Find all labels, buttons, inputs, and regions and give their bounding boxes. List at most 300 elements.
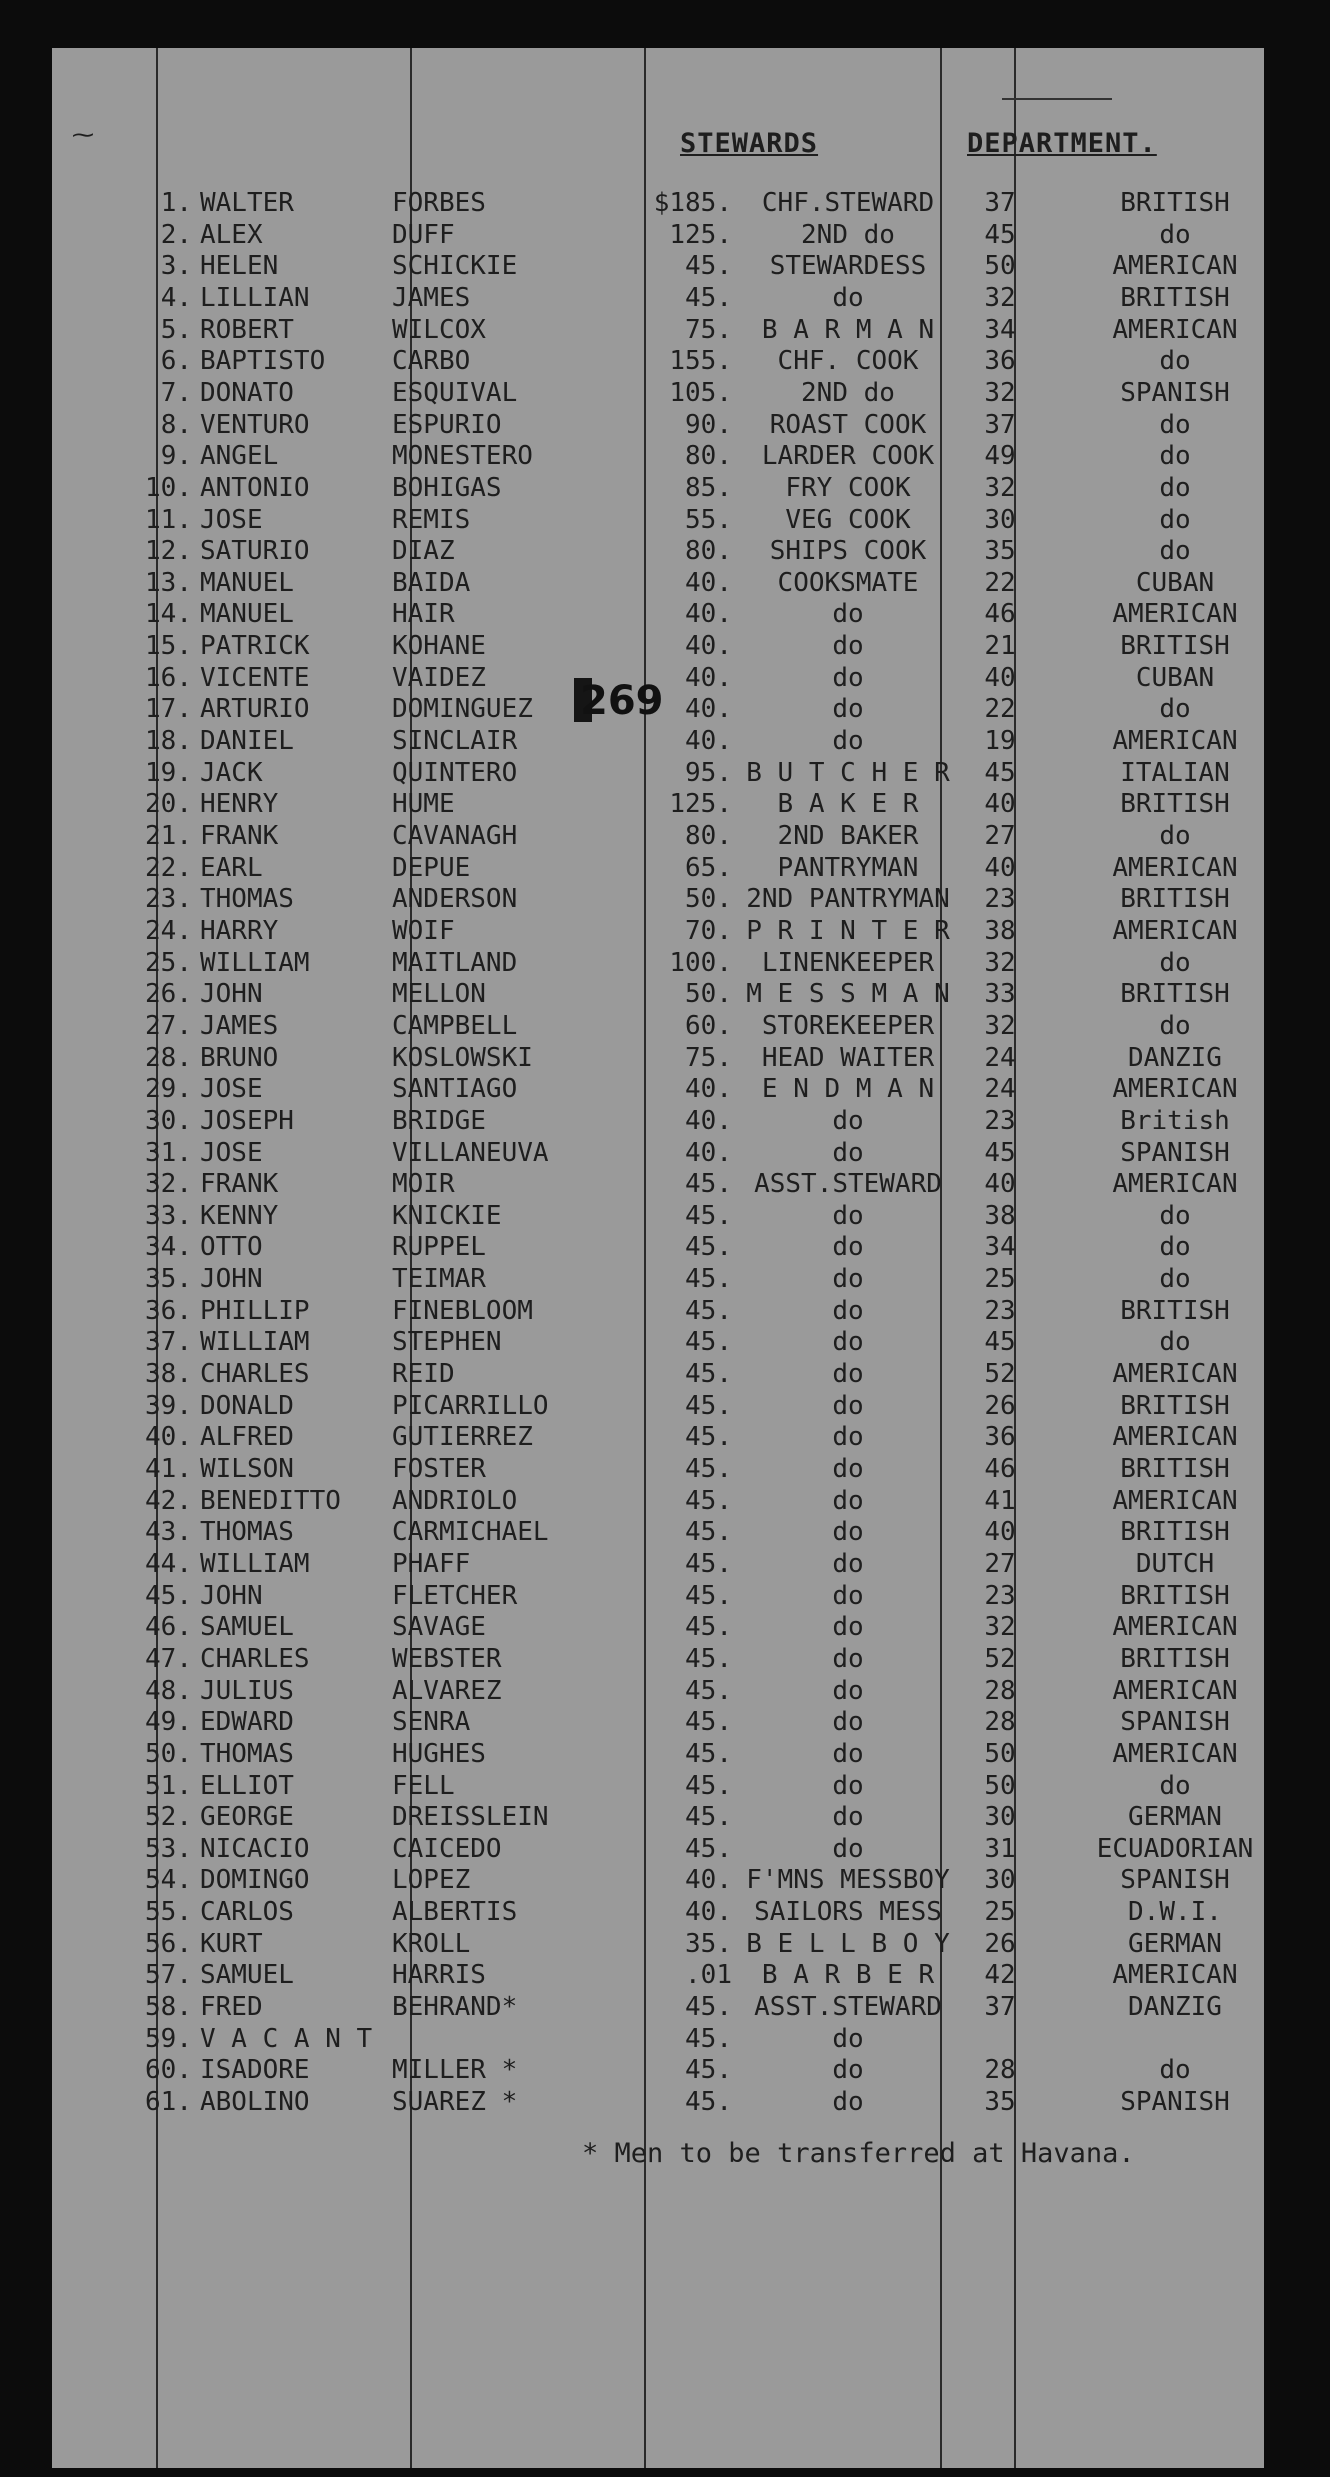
nationality: do	[1159, 1232, 1191, 1263]
last-name: REID	[392, 1359, 455, 1390]
wage: 45.	[685, 1833, 732, 1864]
last-name: SCHICKIE	[392, 251, 518, 282]
first-name: JAMES	[200, 1010, 279, 1041]
age: 36	[984, 1422, 1016, 1453]
last-name: GUTIERREZ	[392, 1422, 533, 1453]
age: 46	[984, 1454, 1016, 1484]
age: 26	[984, 1390, 1016, 1421]
crew-row	[52, 1043, 1264, 1075]
row-number: 40.	[145, 1422, 192, 1453]
last-name: SINCLAIR	[392, 726, 518, 757]
age: 25	[984, 1897, 1016, 1928]
crew-row	[52, 346, 1264, 378]
crew-row	[52, 441, 1264, 473]
wage: 125.	[669, 219, 732, 250]
rating: CHF.STEWARD	[761, 188, 935, 218]
row-number: 14.	[145, 599, 192, 630]
nationality: do	[1159, 409, 1191, 440]
wage: 125.	[669, 789, 732, 820]
wage: 45.	[685, 1612, 732, 1643]
rating: B U T C H E R	[746, 757, 950, 788]
row-number: 57.	[145, 1960, 192, 1991]
age: 52	[984, 1359, 1016, 1390]
nationality: do	[1159, 536, 1191, 567]
last-name: JAMES	[392, 282, 471, 313]
wage: 45.	[685, 1992, 732, 2023]
rating: LARDER COOK	[761, 441, 935, 472]
last-name: KOSLOWSKI	[392, 1042, 533, 1073]
rating: do	[832, 1485, 864, 1516]
nationality: SPANISH	[1120, 377, 1230, 408]
row-number: 6.	[160, 346, 192, 377]
wage: 80.	[685, 536, 732, 567]
rating: do	[832, 1200, 864, 1231]
wage: 65.	[685, 852, 732, 883]
crew-row	[52, 1201, 1264, 1233]
row-number: 30.	[145, 1105, 192, 1136]
rating: SHIPS COOK	[769, 536, 927, 567]
rating: do	[832, 1295, 864, 1326]
nationality: BRITISH	[1120, 188, 1230, 218]
wage: 35.	[685, 1928, 732, 1959]
row-number: 59.	[145, 2023, 192, 2054]
age: 21	[984, 631, 1016, 662]
nationality: BRITISH	[1120, 1643, 1230, 1674]
row-number: 25.	[145, 947, 192, 978]
age: 32	[984, 947, 1016, 978]
age: 22	[984, 694, 1016, 725]
rating: do	[832, 1580, 864, 1611]
age: 50	[984, 1770, 1016, 1801]
row-number: 12.	[145, 536, 192, 567]
age: 22	[984, 567, 1016, 598]
first-name: FRANK	[200, 821, 279, 851]
wage: 55.	[685, 504, 732, 535]
nationality: SPANISH	[1120, 1707, 1230, 1738]
last-name: FLETCHER	[392, 1580, 518, 1611]
last-name: SAVAGE	[392, 1612, 486, 1643]
wage: 45.	[685, 1643, 732, 1674]
first-name: OTTO	[200, 1232, 263, 1263]
nationality: do	[1159, 346, 1191, 377]
crew-row	[52, 821, 1264, 853]
age: 25	[984, 1264, 1016, 1295]
nationality: AMERICAN	[1112, 1422, 1238, 1453]
first-name: ALEX	[200, 219, 263, 250]
last-name: MAITLAND	[392, 947, 518, 978]
age: 45	[984, 219, 1016, 250]
wage: 45.	[685, 251, 732, 282]
last-name: KNICKIE	[392, 1200, 502, 1231]
age: 46	[984, 599, 1016, 630]
crew-row	[52, 599, 1264, 631]
wage: 85.	[685, 472, 732, 503]
nationality: do	[1159, 472, 1191, 503]
age: 42	[984, 1960, 1016, 1991]
row-number: 58.	[145, 1992, 192, 2023]
nationality: AMERICAN	[1112, 915, 1238, 946]
crew-row	[52, 916, 1264, 948]
row-number: 9.	[160, 441, 192, 472]
crew-row	[52, 1169, 1264, 1201]
first-name: DOMINGO	[200, 1865, 310, 1896]
page-stamp-number: 269	[580, 678, 664, 724]
wage: 70.	[685, 915, 732, 946]
rating: FRY COOK	[785, 472, 911, 503]
rating: do	[832, 2055, 864, 2086]
rating: do	[832, 1548, 864, 1579]
last-name: VAIDEZ	[392, 662, 486, 693]
row-number: 24.	[145, 915, 192, 946]
last-name: CARBO	[392, 346, 471, 377]
rating: do	[832, 1390, 864, 1421]
crew-row	[52, 220, 1264, 252]
last-name: WOIF	[392, 915, 455, 946]
nationality: GERMAN	[1128, 1802, 1222, 1833]
last-name: SENRA	[392, 1707, 471, 1738]
rating: CHF. COOK	[777, 346, 919, 377]
nationality: AMERICAN	[1112, 1675, 1238, 1706]
last-name: BAIDA	[392, 567, 471, 598]
rating: B A K E R	[777, 789, 919, 820]
nationality: AMERICAN	[1112, 852, 1238, 883]
rating: do	[832, 1137, 864, 1168]
age: 27	[984, 1548, 1016, 1579]
crew-row	[52, 1612, 1264, 1644]
crew-row	[52, 726, 1264, 758]
last-name: FINEBLOOM	[392, 1295, 533, 1326]
rating: do	[832, 662, 864, 693]
row-number: 43.	[145, 1517, 192, 1548]
first-name: DONATO	[200, 377, 294, 408]
crew-row	[52, 2024, 1264, 2056]
rating: ASST.STEWARD	[754, 1169, 942, 1200]
nationality: AMERICAN	[1112, 1359, 1238, 1390]
row-number: 34.	[145, 1232, 192, 1263]
rating: do	[832, 1675, 864, 1706]
wage: 75.	[685, 314, 732, 345]
row-number: 31.	[145, 1137, 192, 1168]
wage: 45.	[685, 1264, 732, 1295]
first-name: ABOLINO	[200, 2087, 310, 2117]
age: 33	[984, 979, 1016, 1010]
nationality: do	[1159, 219, 1191, 250]
row-number: 41.	[145, 1454, 192, 1484]
rating: do	[832, 1770, 864, 1801]
row-number: 38.	[145, 1359, 192, 1390]
rating: F'MNS MESSBOY	[746, 1865, 950, 1896]
first-name: WILSON	[200, 1454, 294, 1484]
wage: 105.	[669, 377, 732, 408]
age: 28	[984, 2055, 1016, 2086]
nationality: ITALIAN	[1120, 757, 1230, 788]
nationality: BRITISH	[1120, 789, 1230, 820]
nationality: DANZIG	[1128, 1042, 1222, 1073]
rating: P R I N T E R	[746, 915, 950, 946]
last-name: CAMPBELL	[392, 1010, 518, 1041]
first-name: PATRICK	[200, 631, 310, 662]
first-name: BENEDITTO	[200, 1485, 341, 1516]
wage: 45.	[685, 1200, 732, 1231]
last-name: DUFF	[392, 219, 455, 250]
wage: 40.	[685, 1897, 732, 1928]
row-number: 18.	[145, 726, 192, 757]
crew-row	[52, 1422, 1264, 1454]
row-number: 28.	[145, 1042, 192, 1073]
nationality: AMERICAN	[1112, 1612, 1238, 1643]
row-number: 51.	[145, 1770, 192, 1801]
last-name: MOIR	[392, 1169, 455, 1200]
rating: do	[832, 631, 864, 662]
first-name: THOMAS	[200, 1517, 294, 1548]
age: 32	[984, 1612, 1016, 1643]
last-name: ALBERTIS	[392, 1897, 518, 1928]
nationality: do	[1159, 694, 1191, 725]
rating: do	[832, 694, 864, 725]
wage: 90.	[685, 409, 732, 440]
row-number: 23.	[145, 884, 192, 915]
first-name: ALFRED	[200, 1422, 294, 1453]
crew-row	[52, 251, 1264, 283]
nationality: BRITISH	[1120, 979, 1230, 1010]
first-name: GEORGE	[200, 1802, 294, 1833]
rating: B A R B E R	[761, 1960, 935, 1991]
crew-row	[52, 1834, 1264, 1866]
crew-row	[52, 631, 1264, 663]
crew-row	[52, 853, 1264, 885]
wage: 45.	[685, 1327, 732, 1358]
age: 40	[984, 1517, 1016, 1548]
rating: do	[832, 1422, 864, 1453]
first-name: KURT	[200, 1928, 263, 1959]
row-number: 36.	[145, 1295, 192, 1326]
last-name: BOHIGAS	[392, 472, 502, 503]
age: 28	[984, 1675, 1016, 1706]
row-number: 8.	[160, 409, 192, 440]
first-name: ANGEL	[200, 441, 279, 472]
row-number: 15.	[145, 631, 192, 662]
age: 32	[984, 282, 1016, 313]
first-name: KENNY	[200, 1200, 279, 1231]
first-name: JULIUS	[200, 1675, 294, 1706]
first-name: SATURIO	[200, 536, 310, 567]
department-heading	[52, 128, 1264, 188]
last-name: DIAZ	[392, 536, 455, 567]
rating: PANTRYMAN	[777, 852, 919, 883]
rating: do	[832, 1517, 864, 1548]
age: 40	[984, 662, 1016, 693]
row-number: 20.	[145, 789, 192, 820]
last-name: CARMICHAEL	[392, 1517, 549, 1548]
wage: 40.	[685, 662, 732, 693]
age: 45	[984, 1137, 1016, 1168]
crew-row	[52, 948, 1264, 980]
wage: 45.	[685, 1707, 732, 1738]
first-name: HELEN	[200, 251, 279, 282]
last-name: FOSTER	[392, 1454, 486, 1484]
crew-row	[52, 283, 1264, 315]
age: 52	[984, 1643, 1016, 1674]
crew-row	[52, 1676, 1264, 1708]
age: 37	[984, 1992, 1016, 2023]
nationality: BRITISH	[1120, 1454, 1230, 1484]
wage: 95.	[685, 757, 732, 788]
crew-row	[52, 1517, 1264, 1549]
age: 32	[984, 377, 1016, 408]
row-number: 13.	[145, 567, 192, 598]
nationality: AMERICAN	[1112, 1074, 1238, 1105]
age: 23	[984, 1580, 1016, 1611]
age: 40	[984, 1169, 1016, 1200]
row-number: 42.	[145, 1485, 192, 1516]
age: 45	[984, 1327, 1016, 1358]
first-name: EARL	[200, 852, 263, 883]
crew-row	[52, 758, 1264, 790]
row-number: 33.	[145, 1200, 192, 1231]
first-name: VENTURO	[200, 409, 310, 440]
last-name: HARRIS	[392, 1960, 486, 1991]
nationality: do	[1159, 1010, 1191, 1041]
wage: 80.	[685, 441, 732, 472]
nationality: AMERICAN	[1112, 314, 1238, 345]
first-name: CHARLES	[200, 1643, 310, 1674]
rating: do	[832, 599, 864, 630]
first-name: DONALD	[200, 1390, 294, 1421]
wage: 45.	[685, 1675, 732, 1706]
last-name: PHAFF	[392, 1548, 471, 1579]
row-number: 37.	[145, 1327, 192, 1358]
wage: 45.	[685, 1422, 732, 1453]
crew-row	[52, 1327, 1264, 1359]
row-number: 49.	[145, 1707, 192, 1738]
row-number: 2.	[160, 219, 192, 250]
wage: 50.	[685, 979, 732, 1010]
age: 36	[984, 346, 1016, 377]
first-name: JOHN	[200, 979, 263, 1010]
crew-row	[52, 1359, 1264, 1391]
rating: do	[832, 1643, 864, 1674]
nationality: do	[1159, 2055, 1191, 2086]
tick-mark: ⁓	[72, 123, 94, 148]
wage: 45.	[685, 1454, 732, 1484]
first-name: NICACIO	[200, 1833, 310, 1864]
crew-row	[52, 1707, 1264, 1739]
last-name: MELLON	[392, 979, 486, 1010]
age: 50	[984, 1738, 1016, 1769]
wage: $185.	[653, 188, 732, 218]
footnote: * Men to be transferred at Havana.	[582, 2138, 1135, 2169]
nationality: AMERICAN	[1112, 599, 1238, 630]
row-number: 44.	[145, 1548, 192, 1579]
first-name: JOSE	[200, 1074, 263, 1105]
row-number: 17.	[145, 694, 192, 725]
first-name: CARLOS	[200, 1897, 294, 1928]
rating: do	[832, 1105, 864, 1136]
first-name: CHARLES	[200, 1359, 310, 1390]
row-number: 35.	[145, 1264, 192, 1295]
row-number: 3.	[160, 251, 192, 282]
first-name: HENRY	[200, 789, 279, 820]
age: 30	[984, 504, 1016, 535]
last-name: BEHRAND*	[392, 1992, 518, 2023]
last-name: QUINTERO	[392, 757, 518, 788]
row-number: 1.	[160, 188, 192, 218]
nationality: do	[1159, 1264, 1191, 1295]
first-name: ANTONIO	[200, 472, 310, 503]
age: 34	[984, 314, 1016, 345]
age: 35	[984, 2087, 1016, 2117]
nationality: AMERICAN	[1112, 1485, 1238, 1516]
last-name: CAICEDO	[392, 1833, 502, 1864]
wage: 75.	[685, 1042, 732, 1073]
first-name: WILLIAM	[200, 1548, 310, 1579]
nationality: BRITISH	[1120, 1580, 1230, 1611]
row-number: 7.	[160, 377, 192, 408]
wage: 45.	[685, 1232, 732, 1263]
wage: 40.	[685, 631, 732, 662]
rating: do	[832, 1232, 864, 1263]
last-name: SANTIAGO	[392, 1074, 518, 1105]
wage: 45.	[685, 282, 732, 313]
nationality: CUBAN	[1135, 567, 1215, 598]
crew-row	[52, 2055, 1264, 2087]
crew-row	[52, 1960, 1264, 1992]
rating: ROAST COOK	[769, 409, 927, 440]
nationality: CUBAN	[1135, 662, 1215, 693]
rating: B A R M A N	[761, 314, 935, 345]
heading-left: STEWARDS	[680, 128, 819, 159]
last-name: ESPURIO	[392, 409, 502, 440]
first-name: ROBERT	[200, 314, 294, 345]
rating: 2ND BAKER	[777, 821, 919, 851]
nationality: AMERICAN	[1112, 1960, 1238, 1991]
wage: 45.	[685, 1485, 732, 1516]
age: 23	[984, 1105, 1016, 1136]
last-name: VILLANEUVA	[392, 1137, 549, 1168]
nationality: BRITISH	[1120, 1517, 1230, 1548]
first-name: BAPTISTO	[200, 346, 326, 377]
crew-row	[52, 410, 1264, 442]
rating: do	[832, 1454, 864, 1484]
crew-row	[52, 1771, 1264, 1803]
crew-row	[52, 1074, 1264, 1106]
row-number: 50.	[145, 1738, 192, 1769]
row-number: 11.	[145, 504, 192, 535]
wage: 155.	[669, 346, 732, 377]
rating: do	[832, 1359, 864, 1390]
last-name: ESQUIVAL	[392, 377, 518, 408]
corner-mark	[1002, 48, 1112, 100]
nationality: SPANISH	[1120, 1137, 1230, 1168]
wage: 45.	[685, 2023, 732, 2054]
wage: 40.	[685, 1105, 732, 1136]
nationality: BRITISH	[1120, 631, 1230, 662]
crew-row	[52, 1232, 1264, 1264]
wage: 40.	[685, 1865, 732, 1896]
nationality: AMERICAN	[1112, 1738, 1238, 1769]
nationality: do	[1159, 1770, 1191, 1801]
last-name: ANDRIOLO	[392, 1485, 518, 1516]
rating: SAILORS MESS	[754, 1897, 942, 1928]
wage: 40.	[685, 567, 732, 598]
first-name: MANUEL	[200, 599, 294, 630]
rating: LINENKEEPER	[761, 947, 935, 978]
crew-row	[52, 1549, 1264, 1581]
crew-row	[52, 1264, 1264, 1296]
crew-row	[52, 1106, 1264, 1138]
nationality: BRITISH	[1120, 1390, 1230, 1421]
rating: do	[832, 1833, 864, 1864]
